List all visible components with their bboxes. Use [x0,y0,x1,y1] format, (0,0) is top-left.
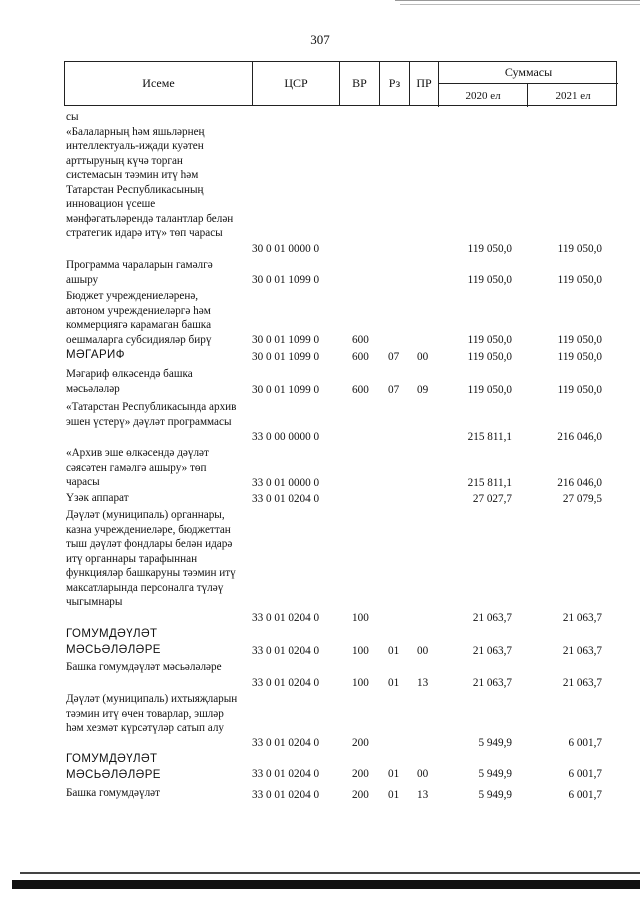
row-pr: 09 [417,383,429,396]
row-sum-2020: 5 949,9 [478,736,512,749]
scan-edge-bar [12,880,640,889]
header-pr: ПР [409,62,438,105]
row-sum-2020: 119 050,0 [467,273,512,286]
header-year-2021: 2021 ел [527,84,618,107]
scan-edge-line [20,872,640,874]
header-sums: Суммасы [438,62,618,84]
row-sum-2020: 5 949,9 [478,767,512,780]
row-pr: 13 [417,676,429,689]
row-sum-2020: 21 063,7 [472,611,512,624]
row-name: Дәүләт (муниципаль) органнары, казна учреждениеләре, бюджеттан тыш дәүләт фондлары белән идарә итү органнары тарафыннан функцияләр башкаруны тәэмин итү максатларында персоналга түләү чыгымнары [66,509,236,608]
header-rz: Рз [379,62,409,105]
row-rz: 01 [388,676,400,689]
row-rz: 01 [388,788,400,801]
table-row [0,751,640,781]
table-row [0,446,640,490]
row-name: сы «Балаларның һәм яшьләрнең интеллектуаль-иҗади куәтен арттыруның күчә торган системасын тәэмин итү һәм Татарстан Республикасының инновацион үсеше мәнфәгатьләрендә талантлар белән стратегик идарә итү» төп чарасы [66,111,234,239]
row-csr: 30 0 01 1099 0 [252,383,320,396]
row-vr: 600 [352,333,369,346]
table-row [0,626,640,658]
row-vr: 100 [352,676,369,689]
row-vr: 200 [352,788,369,801]
row-name: Программа чараларын гамәлгә ашыру [66,259,213,286]
row-csr: 30 0 01 1099 0 [252,333,320,346]
table-row [0,786,640,802]
row-name: Үзәк аппарат [66,492,129,504]
row-sum-2021: 6 001,7 [568,767,602,780]
row-csr: 33 0 01 0204 0 [252,767,320,780]
header-year-2020: 2020 ел [438,84,527,107]
table-row [0,110,640,256]
row-sum-2021: 21 063,7 [562,611,602,624]
row-csr: 33 0 01 0000 0 [252,476,320,489]
row-sum-2020: 21 063,7 [472,644,512,657]
row-csr: 33 0 01 0204 0 [252,644,320,657]
row-csr: 30 0 01 1099 0 [252,273,320,286]
row-sum-2021: 21 063,7 [562,644,602,657]
row-csr: 33 0 00 0000 0 [252,430,320,443]
row-sum-2021: 216 046,0 [557,476,602,489]
row-sum-2020: 5 949,9 [478,788,512,801]
row-sum-2021: 6 001,7 [568,788,602,801]
row-name: ГОМУМДӘҮЛӘТ МӘСЬӘЛӘЛӘРЕ [66,753,161,781]
row-sum-2020: 119 050,0 [467,383,512,396]
row-name: Мәгариф өлкәсендә башка мәсьәләләр [66,368,193,395]
row-csr: 30 0 01 1099 0 [252,350,320,363]
table-row [0,367,640,397]
row-name: «Архив эше өлкәсендә дәүләт сәясәтен гамәлгә ашыру» төп чарасы [66,447,209,488]
row-sum-2021: 119 050,0 [557,273,602,286]
table-row [0,508,640,625]
row-csr: 30 0 01 0000 0 [252,242,320,255]
table-row [0,692,640,750]
row-vr: 200 [352,736,369,749]
row-sum-2021: 216 046,0 [557,430,602,443]
table-row [0,491,640,506]
row-name: Бюджет учреждениеләренә, автоном учреждениеләргә һәм коммерциягә карамаган башка оешмаларга субсидияләр бирү [66,290,212,346]
row-rz: 07 [388,383,400,396]
table-row [0,347,640,364]
row-vr: 100 [352,611,369,624]
row-name: ГОМУМДӘҮЛӘТ МӘСЬӘЛӘЛӘРЕ [66,628,161,656]
row-sum-2020: 27 027,7 [472,492,512,505]
row-csr: 33 0 01 0204 0 [252,736,320,749]
row-sum-2021: 119 050,0 [557,383,602,396]
row-name: Башка гомумдәүләт мәсьәләләре [66,661,222,673]
table-row [0,400,640,444]
row-sum-2021: 6 001,7 [568,736,602,749]
row-sum-2020: 119 050,0 [467,333,512,346]
row-pr: 00 [417,767,429,780]
row-name: МӘГАРИФ [66,349,125,361]
table-row [0,289,640,347]
row-sum-2021: 21 063,7 [562,676,602,689]
row-pr: 00 [417,644,429,657]
header-vr: ВР [339,62,379,105]
row-csr: 33 0 01 0204 0 [252,788,320,801]
row-rz: 01 [388,767,400,780]
row-rz: 01 [388,644,400,657]
row-name: Дәүләт (муниципаль) ихтыяҗларын тәэмин итү өчен товарлар, эшләр һәм хезмәт күрсәтүләр сатып алу [66,693,238,734]
row-vr: 600 [352,350,369,363]
row-sum-2021: 119 050,0 [557,350,602,363]
row-csr: 33 0 01 0204 0 [252,492,320,505]
row-sum-2020: 215 811,1 [467,430,512,443]
row-vr: 600 [352,383,369,396]
row-sum-2020: 215 811,1 [467,476,512,489]
row-sum-2020: 21 063,7 [472,676,512,689]
table-row [0,660,640,690]
row-pr: 13 [417,788,429,801]
row-sum-2021: 27 079,5 [562,492,602,505]
row-rz: 07 [388,350,400,363]
row-sum-2021: 119 050,0 [557,333,602,346]
row-vr: 200 [352,767,369,780]
row-name: «Татарстан Республикасында архив эшен үстерү» дәүләт программасы [66,401,237,428]
row-sum-2020: 119 050,0 [467,242,512,255]
row-csr: 33 0 01 0204 0 [252,676,320,689]
header-csr: ЦСР [252,62,339,105]
row-sum-2021: 119 050,0 [557,242,602,255]
header-name: Исеме [142,76,175,90]
row-csr: 33 0 01 0204 0 [252,611,320,624]
row-name: Башка гомумдәүләт [66,787,161,799]
table-row [0,258,640,287]
row-pr: 00 [417,350,429,363]
row-vr: 100 [352,644,369,657]
row-sum-2020: 119 050,0 [467,350,512,363]
page-number: 307 [310,32,330,47]
